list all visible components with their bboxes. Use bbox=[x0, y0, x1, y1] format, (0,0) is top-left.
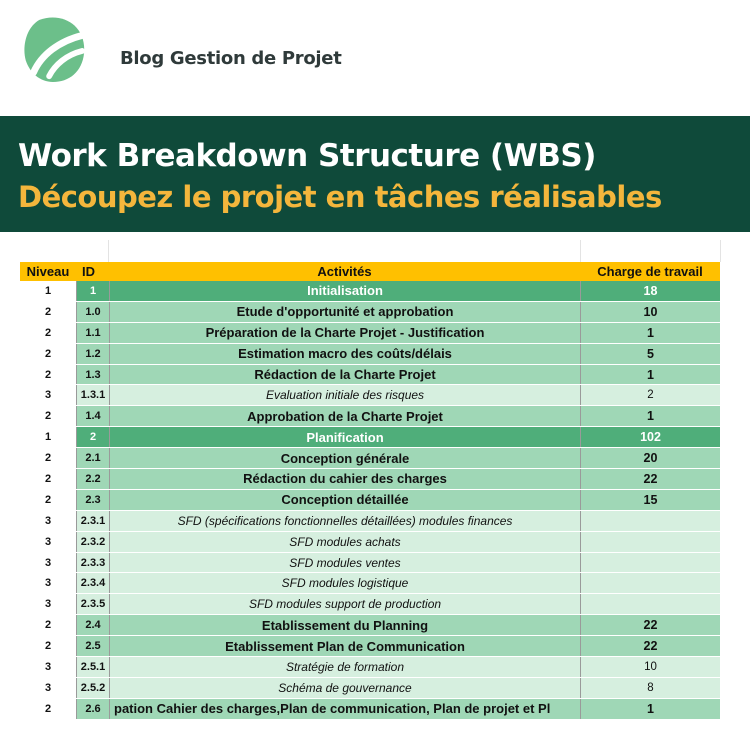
logo-text: Blog Gestion de Projet bbox=[120, 48, 342, 69]
cell-id[interactable]: 2.5 bbox=[76, 636, 109, 656]
cell-charge[interactable] bbox=[580, 532, 720, 552]
gridline bbox=[580, 240, 581, 262]
cell-activite[interactable]: SFD modules achats bbox=[109, 532, 580, 552]
table-row bbox=[20, 365, 720, 386]
cell-charge[interactable]: 102 bbox=[580, 427, 720, 447]
cell-charge[interactable]: 10 bbox=[580, 657, 720, 677]
cell-niveau[interactable]: 3 bbox=[20, 657, 76, 677]
cell-niveau[interactable]: 3 bbox=[20, 385, 76, 405]
cell-activite[interactable]: pation Cahier des charges,Plan de communication, Plan de projet et Pl bbox=[109, 699, 580, 719]
cell-charge[interactable]: 22 bbox=[580, 469, 720, 489]
table-row bbox=[20, 490, 720, 511]
cell-niveau[interactable]: 2 bbox=[20, 406, 76, 426]
cell-niveau[interactable]: 2 bbox=[20, 344, 76, 364]
cell-activite[interactable]: Préparation de la Charte Projet - Justification bbox=[109, 323, 580, 343]
cell-charge[interactable] bbox=[580, 594, 720, 614]
cell-id[interactable]: 2.4 bbox=[76, 615, 109, 635]
cell-niveau[interactable]: 3 bbox=[20, 511, 76, 531]
cell-id[interactable]: 2.3.5 bbox=[76, 594, 109, 614]
title-banner bbox=[0, 116, 750, 232]
cell-niveau[interactable]: 2 bbox=[20, 302, 76, 322]
cell-id[interactable]: 2.2 bbox=[76, 469, 109, 489]
cell-niveau[interactable]: 1 bbox=[20, 281, 76, 301]
cell-activite[interactable]: Conception générale bbox=[109, 448, 580, 468]
cell-activite[interactable]: SFD modules support de production bbox=[109, 594, 580, 614]
cell-activite[interactable]: Estimation macro des coûts/délais bbox=[109, 344, 580, 364]
cell-id[interactable]: 1.0 bbox=[76, 302, 109, 322]
table-row bbox=[20, 385, 720, 406]
table-row bbox=[20, 281, 720, 302]
table-row bbox=[20, 448, 720, 469]
cell-activite[interactable]: Etude d'opportunité et approbation bbox=[109, 302, 580, 322]
cell-activite[interactable]: Rédaction de la Charte Projet bbox=[109, 365, 580, 385]
cell-id[interactable]: 2 bbox=[76, 427, 109, 447]
cell-activite[interactable]: Evaluation initiale des risques bbox=[109, 385, 580, 405]
cell-id[interactable]: 2.3 bbox=[76, 490, 109, 510]
cell-activite[interactable]: Schéma de gouvernance bbox=[109, 678, 580, 698]
cell-id[interactable]: 1 bbox=[76, 281, 109, 301]
table-row bbox=[20, 469, 720, 490]
cell-niveau[interactable]: 3 bbox=[20, 553, 76, 573]
cell-charge[interactable]: 15 bbox=[580, 490, 720, 510]
table-row bbox=[20, 594, 720, 615]
cell-id[interactable]: 2.3.1 bbox=[76, 511, 109, 531]
cell-activite[interactable]: Etablissement Plan de Communication bbox=[109, 636, 580, 656]
cell-activite[interactable]: Stratégie de formation bbox=[109, 657, 580, 677]
cell-activite[interactable]: Planification bbox=[109, 427, 580, 447]
cell-charge[interactable]: 5 bbox=[580, 344, 720, 364]
cell-id[interactable]: 1.2 bbox=[76, 344, 109, 364]
cell-charge[interactable]: 1 bbox=[580, 323, 720, 343]
cell-charge[interactable]: 1 bbox=[580, 365, 720, 385]
cell-charge[interactable]: 1 bbox=[580, 406, 720, 426]
cell-niveau[interactable]: 2 bbox=[20, 636, 76, 656]
table-row bbox=[20, 553, 720, 574]
cell-niveau[interactable]: 2 bbox=[20, 365, 76, 385]
cell-activite[interactable]: SFD modules logistique bbox=[109, 573, 580, 593]
header-niveau[interactable]: Niveau bbox=[20, 262, 76, 281]
table-row bbox=[20, 657, 720, 678]
cell-niveau[interactable]: 3 bbox=[20, 573, 76, 593]
cell-niveau[interactable]: 1 bbox=[20, 427, 76, 447]
leaf-logo-icon bbox=[20, 14, 88, 84]
cell-charge[interactable]: 8 bbox=[580, 678, 720, 698]
cell-niveau[interactable]: 2 bbox=[20, 448, 76, 468]
table-row bbox=[20, 699, 720, 720]
cell-charge[interactable] bbox=[580, 511, 720, 531]
gridline bbox=[108, 240, 109, 262]
gridline bbox=[720, 240, 721, 262]
cell-id[interactable]: 1.4 bbox=[76, 406, 109, 426]
cell-niveau[interactable]: 2 bbox=[20, 323, 76, 343]
cell-id[interactable]: 1.3.1 bbox=[76, 385, 109, 405]
table-row bbox=[20, 511, 720, 532]
cell-id[interactable]: 2.3.3 bbox=[76, 553, 109, 573]
banner-subtitle: Découpez le projet en tâches réalisables bbox=[18, 180, 662, 214]
cell-charge[interactable]: 1 bbox=[580, 699, 720, 719]
cell-charge[interactable] bbox=[580, 553, 720, 573]
table-row bbox=[20, 344, 720, 365]
cell-charge[interactable] bbox=[580, 573, 720, 593]
cell-activite[interactable]: Initialisation bbox=[109, 281, 580, 301]
cell-charge[interactable]: 22 bbox=[580, 636, 720, 656]
cell-id[interactable]: 1.1 bbox=[76, 323, 109, 343]
cell-id[interactable]: 1.3 bbox=[76, 365, 109, 385]
wbs-table bbox=[20, 262, 720, 720]
table-row bbox=[20, 678, 720, 699]
cell-charge[interactable]: 22 bbox=[580, 615, 720, 635]
cell-charge[interactable]: 2 bbox=[580, 385, 720, 405]
cell-activite[interactable]: Etablissement du Planning bbox=[109, 615, 580, 635]
spreadsheet bbox=[0, 240, 750, 750]
table-row bbox=[20, 302, 720, 323]
cell-niveau[interactable]: 2 bbox=[20, 490, 76, 510]
cell-charge[interactable]: 10 bbox=[580, 302, 720, 322]
table-row bbox=[20, 323, 720, 344]
cell-niveau[interactable]: 3 bbox=[20, 678, 76, 698]
cell-charge[interactable]: 18 bbox=[580, 281, 720, 301]
cell-activite[interactable]: SFD modules ventes bbox=[109, 553, 580, 573]
cell-activite[interactable]: Conception détaillée bbox=[109, 490, 580, 510]
table-row bbox=[20, 615, 720, 636]
table-row bbox=[20, 406, 720, 427]
table-row bbox=[20, 636, 720, 657]
cell-charge[interactable]: 20 bbox=[580, 448, 720, 468]
cell-niveau[interactable]: 3 bbox=[20, 594, 76, 614]
cell-niveau[interactable]: 2 bbox=[20, 699, 76, 719]
table-row bbox=[20, 427, 720, 448]
table-header-row bbox=[20, 262, 720, 281]
banner-title: Work Breakdown Structure (WBS) bbox=[18, 138, 596, 174]
cell-niveau[interactable]: 3 bbox=[20, 532, 76, 552]
cell-id[interactable]: 2.5.1 bbox=[76, 657, 109, 677]
cell-id[interactable]: 2.6 bbox=[76, 699, 109, 719]
logo bbox=[20, 14, 420, 84]
cell-activite[interactable]: Approbation de la Charte Projet bbox=[109, 406, 580, 426]
cell-id[interactable]: 2.5.2 bbox=[76, 678, 109, 698]
header-charge[interactable]: Charge de travail bbox=[597, 264, 703, 279]
cell-id[interactable]: 2.3.2 bbox=[76, 532, 109, 552]
cell-niveau[interactable]: 2 bbox=[20, 615, 76, 635]
cell-niveau[interactable]: 2 bbox=[20, 469, 76, 489]
cell-id[interactable]: 2.1 bbox=[76, 448, 109, 468]
table-row bbox=[20, 573, 720, 594]
cell-activite[interactable]: SFD (spécifications fonctionnelles détaillées) modules finances bbox=[109, 511, 580, 531]
table-row bbox=[20, 532, 720, 553]
cell-id[interactable]: 2.3.4 bbox=[76, 573, 109, 593]
cell-activite[interactable]: Rédaction du cahier des charges bbox=[109, 469, 580, 489]
header-activites[interactable]: Activités bbox=[317, 264, 372, 279]
header-id[interactable]: ID bbox=[82, 264, 95, 279]
